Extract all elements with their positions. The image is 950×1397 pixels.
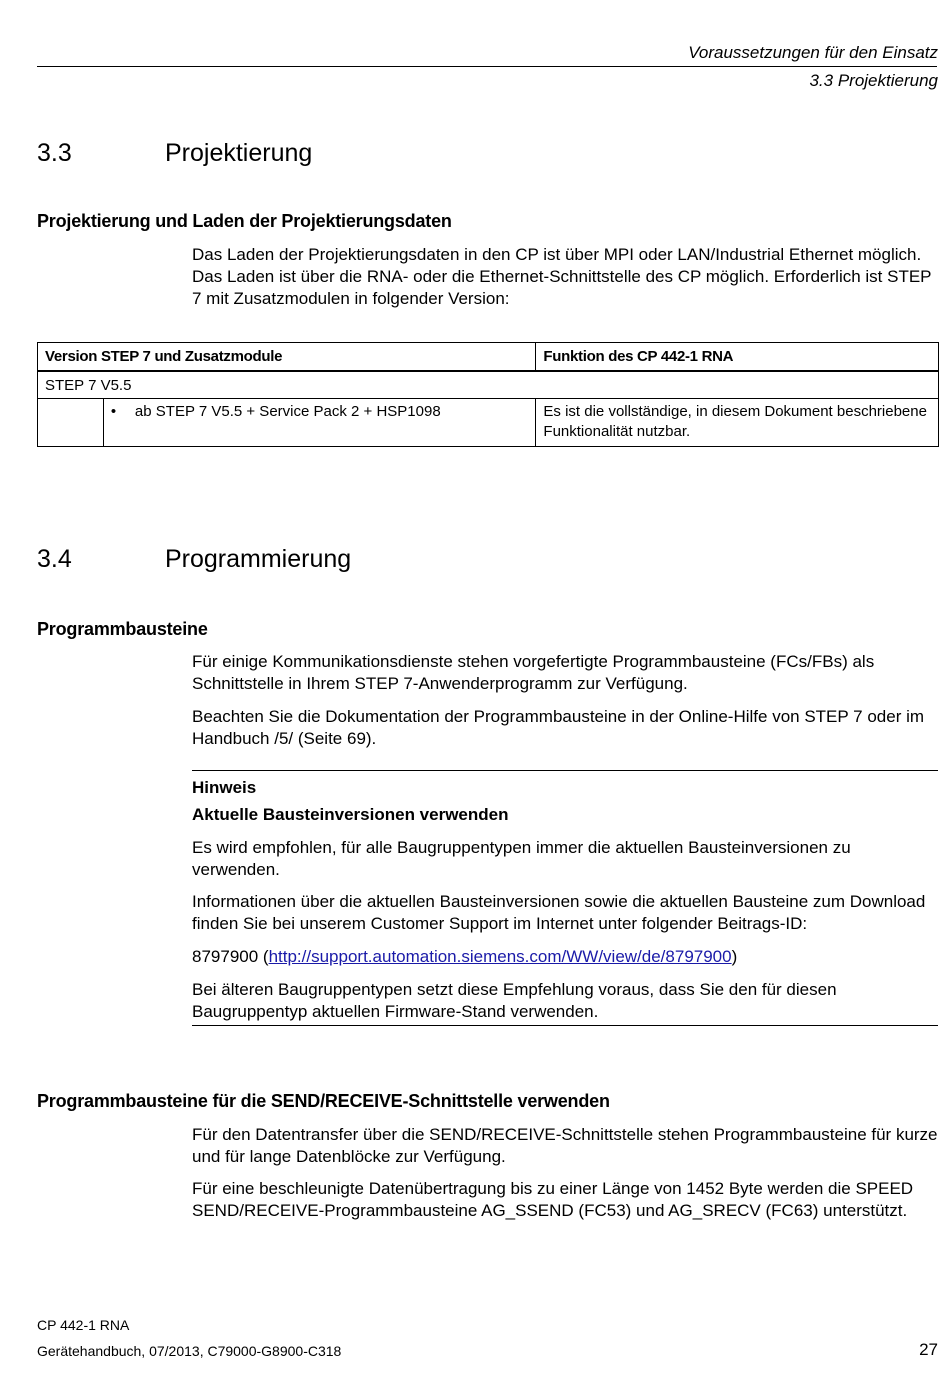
footer-product: CP 442-1 RNA [37,1317,130,1333]
paragraph-text: Bei älteren Baugruppentypen setzt diese Empfehlung voraus, dass Sie den für diesen Baugruppentyp aktuellen Firmware-Stand verwenden. [192,980,837,1021]
paragraph-programmbausteine-2 [192,706,940,750]
paragraph-text: Es wird empfohlen, für alle Baugruppentypen immer die aktuellen Bausteinversionen zu verwenden. [192,838,851,879]
note-label: Hinweis [192,778,257,797]
table-header-row [38,343,939,372]
note-top-rule [192,770,938,771]
paragraph-projektierung [192,244,940,310]
column-header-version: Version STEP 7 und Zusatzmodule [45,348,283,365]
function-cell: Es ist die vollständige, in diesem Dokument beschriebene Funktionalität nutzbar. [536,399,939,447]
bullet-icon: • [110,403,117,420]
link-open-paren: ( [258,947,269,966]
paragraph-text: Für eine beschleunigte Datenübertragung bis zu einer Länge von 1452 Byte werden die SPEED SEND/RECEIVE-Programmbausteine AG_SSEND (FC53) und AG_SRECV (FC63) unterstützt. [192,1179,914,1220]
paragraph-text: Für einige Kommunikationsdienste stehen vorgefertigte Programmbausteine (FCs/FBs) als Schnittstelle in Ihrem STEP 7-Anwenderprogramm zur Verfügung. [192,652,875,693]
group-label: STEP 7 V5.5 [38,371,939,399]
link-close-paren: ) [731,947,738,966]
subheading-send-receive: Programmbausteine für die SEND/RECEIVE-Schnittstelle verwenden [37,1091,610,1111]
table-header-cell [38,343,536,372]
paragraph-programmbausteine-1 [192,651,940,695]
paragraph-send-receive-1 [192,1124,940,1168]
note-bottom-rule [192,1025,938,1026]
requirements-table [37,342,939,447]
section-number: 3.4 [37,545,72,573]
header-rule [37,66,937,67]
paragraph-text: Für den Datentransfer über die SEND/RECEIVE-Schnittstelle stehen Programmbausteine für kurze und für lange Datenblöcke zur Verfügung. [192,1125,938,1166]
table-header-cell [536,343,939,372]
note-paragraph-2 [192,891,940,935]
paragraph-text: Informationen über die aktuellen Bausteinversionen sowie die aktuellen Bausteine zum Download finden Sie bei unserem Customer Support im Internet unter folgender Beitrags-ID: [192,892,926,933]
section-title: Programmierung [165,545,352,573]
version-cell [103,399,536,447]
note-paragraph-3 [192,979,940,1023]
subheading-projektierung: Projektierung und Laden der Projektierungsdaten [37,211,452,231]
table-row [38,399,939,447]
indent-cell [38,399,104,447]
article-id: 8797900 [192,947,259,966]
version-text: ab STEP 7 V5.5 + Service Pack 2 + HSP1098 [134,403,441,420]
running-header-chapter: Voraussetzungen für den Einsatz [688,43,938,62]
support-link[interactable]: http://support.automation.siemens.com/WW/view/de/8797900 [268,947,732,966]
note-title: Aktuelle Bausteinversionen verwenden [192,805,509,824]
paragraph-text: Beachten Sie die Dokumentation der Programmbausteine in der Online-Hilfe von STEP 7 oder im Handbuch /5/ (Seite 69). [192,707,925,748]
page-number: 27 [919,1340,938,1359]
section-title: Projektierung [165,139,313,167]
subheading-programmbausteine: Programmbausteine [37,619,208,639]
table-group-row [38,371,939,399]
running-header-section: 3.3 Projektierung [809,71,938,90]
column-header-function: Funktion des CP 442-1 RNA [543,348,734,365]
footer-manual: Gerätehandbuch, 07/2013, C79000-G8900-C318 [37,1343,342,1359]
note-paragraph-1 [192,837,940,881]
paragraph-text: Das Laden der Projektierungsdaten in den CP ist über MPI oder LAN/Industrial Ethernet möglich. Das Laden ist über die RNA- oder die Ethernet-Schnittstelle des CP möglich. Erforderlich ist STEP 7 mit Zusatzmodulen in folgender Version: [192,245,932,308]
section-number: 3.3 [37,139,72,167]
paragraph-send-receive-2 [192,1178,940,1222]
note-link-line [192,946,940,968]
